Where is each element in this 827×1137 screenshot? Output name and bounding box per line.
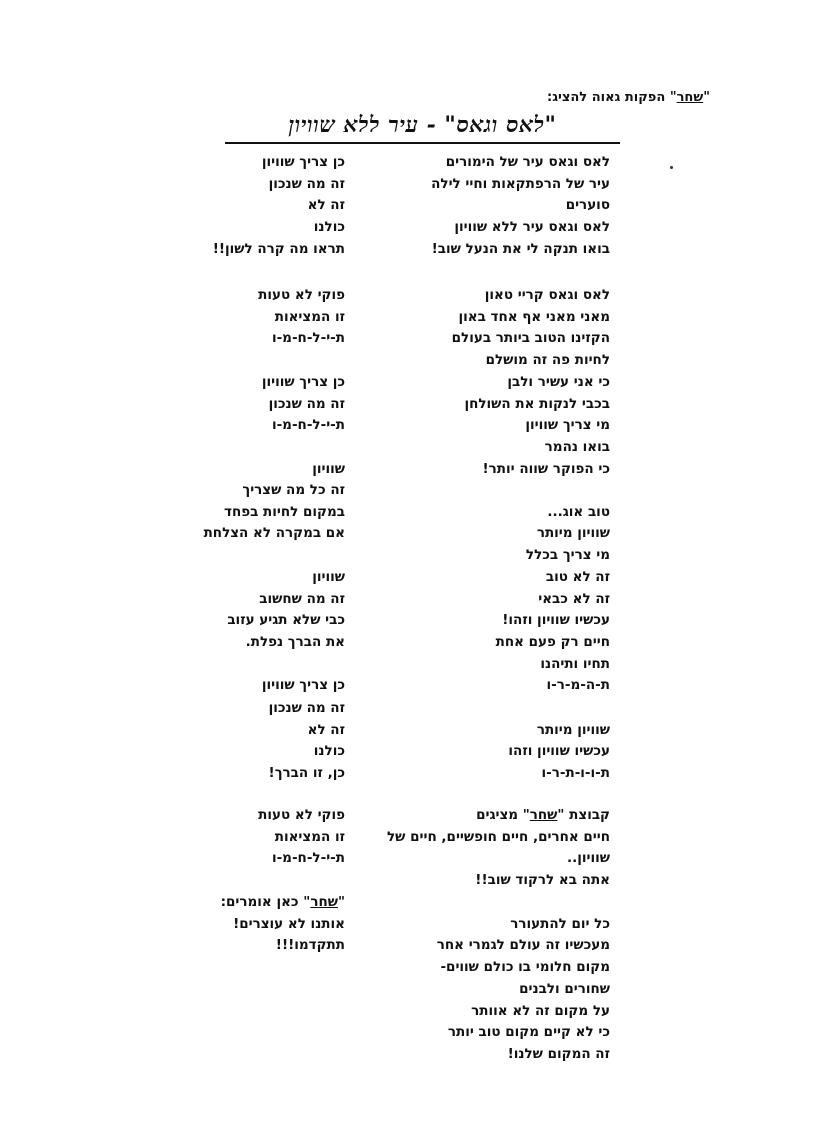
v2-right-line-3: לחיות פה זה מושלם	[485, 352, 610, 369]
v2-right-line-6: מי צריך שוויון	[525, 417, 610, 434]
page-title: "לאס וגאס" - עיר ללא שוויון	[225, 108, 620, 144]
v3-left-line-2: אם במקרה לא הצלחת	[203, 525, 345, 542]
v3-left-line-7: את הברך נפלת.	[245, 633, 345, 650]
v2-left-line-5: זה מה שנכון	[268, 395, 345, 412]
v2-left-line-1: זו המציאות	[274, 308, 345, 325]
v2-left-line-8: שוויון	[312, 460, 345, 477]
group-name-inline: שחר	[310, 894, 338, 910]
v3-left-line-1: במקום לחיות בפחד	[224, 503, 345, 520]
quote-close: "	[669, 90, 677, 105]
v3-left-line-6: כבי שלא תגיע עזוב	[227, 612, 345, 629]
group-name: שחר	[676, 90, 704, 105]
v4-left-line-3: כן, זו הברך!	[268, 765, 345, 782]
v3-right-line-2: שוויון מיותר	[536, 525, 610, 542]
v6-right-line-4: שחורים ולבנים	[519, 980, 610, 997]
v5-right-line-3: אתה בא לרקוד שוב!!	[475, 872, 610, 889]
v6-right-line-3: מקום חלומי בו כולם שווים-	[440, 959, 610, 976]
v3-right-line-8: תחיו ותיהנו	[540, 655, 610, 672]
quote-open: "	[703, 90, 710, 105]
v6-right-line-7: זה המקום שלנו!	[507, 1045, 610, 1062]
v4-right-line-1: שוויון מיותר	[536, 721, 610, 738]
v2-right-line-5: בכבי לנקות את השולחן	[464, 395, 610, 412]
v2-left-line-2: ת-י-ל-ח-מ-ו	[271, 330, 345, 347]
v2-left-line-4: כן צריך שוויון	[261, 373, 345, 390]
v2-left-line-6: ת-י-ל-ח-מ-ו	[271, 417, 345, 434]
v2-right-line-7: בואו נהמר	[544, 438, 610, 455]
v3-right-line-6: עכשיו שוויון וזהו!	[502, 612, 610, 629]
v6-left-line-0: "שחר" כאן אומרים:	[220, 894, 345, 910]
v4-left-line-0: זה מה שנכון	[268, 700, 345, 716]
v3-left-line-0: זה כל מה שצריך	[242, 482, 345, 498]
v5-left-line-1: זו המציאות	[274, 828, 345, 845]
heading-rest: הפקות גאוה להציג:	[547, 90, 666, 105]
v5-left-line-2: ת-י-ל-ח-מ-ו	[271, 850, 345, 867]
v3-right-line-9: ת-ה-מ-ר-ו	[546, 677, 610, 694]
v6-left-line-1: אותנו לא עוצרים!	[233, 915, 345, 932]
v4-left-line-2: כולנו	[313, 743, 345, 760]
v2-left-line-0: פוקי לא טעות	[258, 287, 345, 303]
v2-right-line-8: כי הפוקר שווה יותר!	[482, 460, 610, 477]
v1-left-line-3: כולנו	[313, 219, 345, 236]
v3-right-line-4: זה לא טוב	[545, 568, 610, 585]
speck	[670, 166, 673, 169]
v4-right-line-3: ת-ו-ו-ת-ר-ו	[541, 765, 610, 782]
v4-left-line-1: זה לא	[307, 721, 345, 738]
v2-right-line-4: כי אני עשיר ולבן	[507, 373, 610, 390]
v3-right-line-1: טוב אוג...	[547, 503, 610, 520]
v3-right-line-3: מי צריך בכלל	[525, 547, 610, 564]
v1-left-line-4: תראו מה קרה לשון!!	[212, 240, 345, 257]
v1-right-line-2: סוערים	[565, 197, 610, 214]
v2-right-line-1: מאני מאני אף אחד באון	[458, 308, 610, 325]
presenter-heading	[547, 88, 710, 108]
v6-right-line-2: מעכשיו זה עולם לגמרי אחר	[436, 937, 610, 954]
v6-right-line-6: כי לא קיים מקום טוב יותר	[447, 1024, 610, 1041]
v4-right-line-2: עכשיו שוויון וזהו	[508, 743, 610, 760]
v5-right-line-0: קבוצת "שחר" מציגים	[476, 807, 610, 823]
v5-right-line-1: חיים אחרים, חיים חופשיים, חיים של	[386, 828, 610, 845]
v1-right-line-1: עיר של הרפתקאות וחיי לילה	[431, 175, 610, 192]
v1-right-line-4: בואו תנקה לי את הנעל שוב!	[431, 240, 610, 257]
v3-left-line-5: זה מה שחשוב	[259, 590, 345, 607]
group-name-inline: שחר	[529, 807, 558, 823]
v1-left-line-1: זה מה שנכון	[268, 175, 345, 192]
v1-left-line-2: זה לא	[307, 197, 345, 214]
v3-left-line-4: שוויון	[312, 568, 345, 585]
v1-right-line-3: לאס וגאס עיר ללא שוויון	[454, 219, 610, 236]
v3-right-line-7: חיים רק פעם אחת	[495, 633, 610, 650]
v3-left-line-9: כן צריך שוויון	[261, 677, 345, 694]
v2-right-line-2: הקזינו הטוב ביותר בעולם	[451, 330, 610, 347]
v1-left-line-0: כן צריך שוויון	[261, 154, 345, 170]
v6-right-line-5: על מקום זה לא אוותר	[471, 1002, 610, 1019]
v3-right-line-5: זה לא כבאי	[538, 590, 610, 607]
v2-right-line-0: לאס וגאס קריי טאון	[484, 287, 610, 303]
v5-left-line-0: פוקי לא טעות	[258, 807, 345, 823]
v6-right-line-1: כל יום להתעורר	[510, 915, 610, 932]
v5-right-line-2: שוויון..	[566, 850, 610, 867]
v1-right-line-0: לאס וגאס עיר של הימורים	[445, 154, 610, 170]
v6-left-line-2: תתקדמו!!!	[275, 937, 345, 954]
